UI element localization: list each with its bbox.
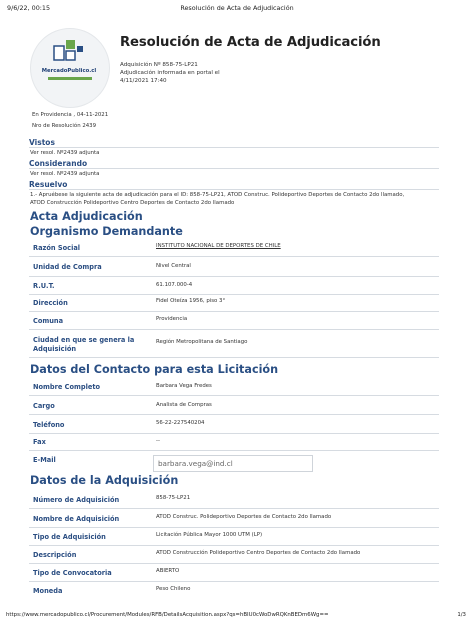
logo-boxes-icon <box>52 38 86 66</box>
nombre-adquisicion-label: Nombre de Adquisición <box>33 515 120 523</box>
nombre-adquisicion-value: ATOD Construc. Polideportivo Deportes de Contacto 2do llamado <box>156 514 332 520</box>
adjudicacion-fecha: 4/11/2021 17:40 <box>120 78 167 84</box>
numero-adquisicion-label: Número de Adquisición <box>33 496 120 504</box>
moneda-label: Moneda <box>33 587 63 595</box>
resuelvo-label: Resuelvo <box>29 180 68 189</box>
divider <box>29 414 439 415</box>
direccion-value: Fidel Oteíza 1956, piso 3° <box>156 298 226 304</box>
direccion-label: Dirección <box>33 299 68 307</box>
considerando-text: Ver resol. Nº2439 adjunta <box>30 171 100 177</box>
logo-text: MercadoPublico.cl <box>41 68 97 74</box>
comuna-label: Comuna <box>33 317 64 325</box>
divider <box>29 329 439 330</box>
unidad-compra-label: Unidad de Compra <box>33 263 102 271</box>
print-datetime: 9/6/22, 00:15 <box>7 4 51 12</box>
divider <box>29 395 439 396</box>
unidad-compra-value: Nivel Central <box>156 263 191 269</box>
razon-social-label: Razón Social <box>33 244 81 252</box>
divider <box>29 357 439 358</box>
adquisicion-heading: Datos de la Adquisición <box>30 474 179 487</box>
fax-label: Fax <box>33 438 46 446</box>
cargo-label: Cargo <box>33 402 55 410</box>
fax-value: -- <box>156 438 160 444</box>
nombre-value: Barbara Vega Fredes <box>156 383 212 389</box>
page-title: Resolución de Acta de Adjudicación <box>120 35 381 50</box>
organismo-heading: Organismo Demandante <box>30 225 183 238</box>
email-label: E-Mail <box>33 456 56 464</box>
page-url: https://www.mercadopublico.cl/Procurement/Modules/RFB/DetailsAcquisition.aspx?qs=hBIU0cWoDwRQKnBEDm6Wg== <box>6 612 329 618</box>
tipo-adquisicion-label: Tipo de Adquisición <box>33 533 106 541</box>
comuna-value: Providencia <box>156 316 188 322</box>
tipo-adquisicion-value: Licitación Pública Mayor 1000 UTM (LP) <box>156 532 263 538</box>
ciudad-label: Ciudad en que se genera la <box>33 336 135 344</box>
considerando-label: Considerando <box>29 159 88 168</box>
telefono-value: 56-22-227540204 <box>156 420 205 426</box>
divider <box>29 563 439 564</box>
adjudicacion-informada: Adjudicación informada en portal el <box>120 70 220 76</box>
rut-label: R.U.T. <box>33 282 55 290</box>
descripcion-value: ATOD Construcción Polideportivo Centro Deportes de Contacto 2do llamado <box>156 550 361 556</box>
divider <box>29 508 439 509</box>
divider <box>29 433 439 434</box>
contacto-heading: Datos del Contacto para esta Licitación <box>30 363 279 376</box>
divider <box>29 276 439 277</box>
print-page-title: Resolución de Acta de Adjudicación <box>180 4 294 12</box>
adquisicion-number: Adquisición Nº 858-75-LP21 <box>120 62 198 68</box>
razon-social-link[interactable]: INSTITUTO NACIONAL DE DEPORTES DE CHILE <box>156 243 281 249</box>
divider <box>29 311 439 312</box>
tipo-convocatoria-value: ABIERTO <box>156 568 180 574</box>
divider <box>29 147 439 148</box>
ciudad-value: Región Metropolitana de Santiago <box>156 339 248 345</box>
moneda-value: Peso Chileno <box>156 586 191 592</box>
descripcion-label: Descripción <box>33 551 77 559</box>
divider <box>29 256 439 257</box>
tipo-convocatoria-label: Tipo de Convocatoria <box>33 569 112 577</box>
cargo-value: Analista de Compras <box>156 402 212 408</box>
email-field[interactable]: barbara.vega@ind.cl <box>153 455 313 472</box>
divider <box>29 450 439 451</box>
divider <box>29 294 439 295</box>
nombre-label: Nombre Completo <box>33 383 101 391</box>
rut-value: 61.107.000-4 <box>156 282 193 288</box>
numero-adquisicion-value: 858-75-LP21 <box>156 495 191 501</box>
resuelvo-line-2: ATOD Construcción Polideportivo Centro Deportes de Contacto 2do llamado <box>30 200 235 206</box>
divider <box>29 581 439 582</box>
acta-heading: Acta Adjudicación <box>30 210 143 223</box>
lugar-fecha: En Providencia , 04-11-2021 <box>32 112 109 118</box>
page-number: 1/3 <box>457 612 466 618</box>
divider <box>29 168 439 169</box>
logo-underline <box>48 77 92 80</box>
divider <box>29 527 439 528</box>
divider <box>29 189 439 190</box>
resuelvo-line-1: 1.- Apruébese la siguiente acta de adjudicación para el ID: 858-75-LP21, ATOD Construc. Polideportivo Deportes de Contacto 2do llamado, <box>30 192 405 198</box>
divider <box>29 545 439 546</box>
nro-resolucion: Nro de Resolución 2439 <box>32 123 97 129</box>
vistos-text: Ver resol. Nº2439 adjunta <box>30 150 100 156</box>
vistos-label: Vistos <box>29 138 55 147</box>
ciudad-label-2: Adquisición <box>33 345 77 353</box>
telefono-label: Teléfono <box>33 421 65 429</box>
